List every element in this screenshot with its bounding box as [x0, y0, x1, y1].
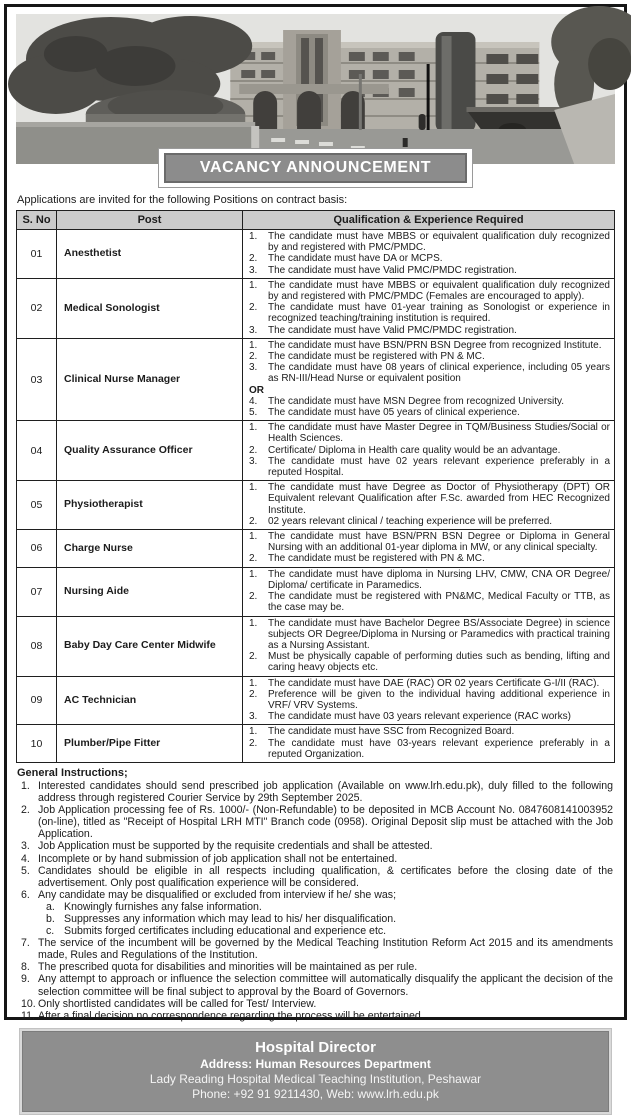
item-number: 1. — [249, 231, 258, 242]
instruction-text: After a final decision no correspondence regarding the process will be entertained. — [38, 1009, 424, 1022]
subitem-text: Submits forged certificates including educational and experience etc. — [64, 925, 387, 938]
qualification-item — [244, 265, 611, 276]
table-row — [17, 481, 615, 530]
item-number: 1. — [249, 568, 258, 580]
instruction-number: 7. — [21, 937, 30, 950]
item-text: The candidate must have DA or MCPS. — [268, 253, 443, 265]
header-sno: S. No — [17, 211, 57, 230]
item-text: The candidate must be registered with PN & MC. — [268, 553, 485, 565]
row-post: Nursing Aide — [57, 567, 243, 616]
instruction-text: Incomplete or by hand submission of job application shall not be entertained. — [38, 852, 398, 865]
item-text: The candidate must have MBBS or equivalent qualification duly recognized by and registered with PMC/PMDC (Females are encouraged to apply). — [268, 279, 610, 303]
qualification-item — [244, 351, 611, 362]
row-sno: 06 — [17, 530, 57, 568]
instruction-item — [16, 1010, 615, 1022]
item-number: 3. — [249, 264, 258, 276]
table-row — [17, 421, 615, 481]
instruction-text: Any candidate may be disqualified or excluded from interview if he/ she was; — [38, 888, 397, 901]
header-qualification: Qualification & Experience Required — [243, 211, 615, 230]
item-text: The candidate must have SSC from Recognized Board. — [268, 726, 515, 738]
item-number: 3. — [249, 324, 258, 336]
row-sno: 07 — [17, 567, 57, 616]
footer-phone-web: Phone: +92 91 9211430, Web: www.lrh.edu.pk — [192, 1086, 439, 1101]
item-number: 1. — [249, 726, 258, 738]
general-instructions-list — [16, 780, 615, 1022]
item-text: The candidate must have Bachelor Degree BS/Associate Degree) in science subjects OR Degree/Diploma in Nursing or Paramedics with practical training as a Nursing Assistant. — [268, 617, 610, 651]
qualification-item — [244, 553, 611, 564]
item-text: Must be physically capable of performing duties such as bending, lifting and caring heavy objects etc. — [268, 651, 610, 674]
table-row — [17, 725, 615, 763]
instruction-item — [16, 961, 615, 973]
item-number: 2. — [249, 651, 258, 663]
row-sno: 01 — [17, 230, 57, 279]
instruction-number: 4. — [21, 852, 30, 865]
row-post: Baby Day Care Center Midwife — [57, 616, 243, 676]
instruction-item — [16, 840, 615, 852]
qualification-item — [244, 678, 611, 689]
instruction-number: 10. — [21, 997, 36, 1010]
table-row — [17, 230, 615, 279]
item-text: The candidate must have Master Degree in TQM/Business Studies/Social or Health Sciences. — [268, 422, 610, 445]
qualification-item — [244, 280, 611, 302]
qualification-item — [244, 231, 611, 253]
row-sno: 04 — [17, 421, 57, 481]
instruction-subitem — [44, 925, 615, 937]
qualification-item — [244, 569, 611, 591]
instruction-text: The prescribed quota for disabilities and minorities will be maintained as per rule. — [38, 961, 418, 974]
instruction-text: Any attempt to approach or influence the selection committee will automatically disqualify the applicant the decision of the selection committee will be final subject to approval by the Board of Governors. — [38, 973, 613, 998]
item-number: 4. — [249, 395, 258, 407]
qualification-item — [244, 689, 611, 711]
footer-address: Address: Human Resources Department — [200, 1056, 431, 1071]
banner-area — [16, 148, 615, 188]
instruction-number: 5. — [21, 864, 30, 877]
item-text: The candidate must have 03 years relevant experience (RAC works) — [268, 711, 571, 723]
table-row — [17, 278, 615, 338]
item-number: 3. — [249, 711, 258, 723]
qualification-item — [244, 482, 611, 516]
qualification-item — [244, 396, 611, 407]
item-number: 2. — [249, 351, 258, 363]
item-text: 02 years relevant clinical / teaching experience will be preferred. — [268, 515, 553, 527]
instruction-text: Only shortlisted candidates will be called for Test/ Interview. — [38, 997, 317, 1010]
qualification-item — [244, 516, 611, 527]
item-number: 1. — [249, 339, 258, 351]
item-number: 2. — [249, 444, 258, 456]
instruction-number: 3. — [21, 840, 30, 853]
row-post: Clinical Nurse Manager — [57, 338, 243, 420]
qualification-item — [244, 456, 611, 478]
instruction-number: 11. — [21, 1009, 35, 1022]
instruction-text: Candidates should be eligible in all respects including qualification, & certificates before the closing date of the advertisement. Only post qualification experience will be considered. — [38, 864, 613, 889]
qualification-item — [244, 738, 611, 760]
intro-line: Applications are invited for the following Positions on contract basis: — [17, 194, 348, 206]
qualification-item — [244, 253, 611, 264]
instruction-subitem — [44, 913, 615, 925]
positions-table — [16, 210, 615, 763]
footer-institution: Lady Reading Hospital Medical Teaching Institution, Peshawar — [149, 1071, 482, 1086]
subitem-text: Suppresses any information which may lead to his/ her disqualification. — [64, 912, 397, 925]
qualification-item-or — [244, 385, 611, 396]
item-text: The candidate must have diploma in Nursing LHV, CMW, CNA OR Degree/ Diploma/ certificate in Paramedics. — [268, 568, 610, 591]
instruction-item — [16, 804, 615, 840]
subitem-letter: b. — [46, 912, 55, 925]
item-text: The candidate must have DAE (RAC) OR 02 years Certificate G-I/II (RAC). — [268, 677, 600, 689]
item-number: 2. — [249, 553, 258, 565]
row-post: Anesthetist — [57, 230, 243, 279]
qualification-item — [244, 651, 611, 673]
row-sno: 08 — [17, 616, 57, 676]
item-number: 5. — [249, 407, 258, 419]
instruction-number: 6. — [21, 888, 30, 901]
item-text: The candidate must have MBBS or equivalent qualification duly recognized by and registered with PMC/PMDC. — [268, 231, 610, 254]
item-text: The candidate must have 03-years relevant experience preferably in a reputed Organization. — [268, 737, 610, 760]
item-text: Certificate/ Diploma in Health care quality would be an advantage. — [268, 444, 561, 456]
item-number: OR — [249, 384, 264, 396]
instruction-number: 1. — [21, 779, 30, 792]
item-text: The candidate must have 05 years of clinical experience. — [268, 407, 520, 419]
table-header-row — [17, 211, 615, 230]
instruction-item — [16, 998, 615, 1010]
row-sno: 02 — [17, 278, 57, 338]
table-row — [17, 676, 615, 725]
instruction-number: 9. — [21, 973, 30, 986]
item-number: 3. — [249, 455, 258, 467]
row-post: AC Technician — [57, 676, 243, 725]
footer-contact-box — [22, 1031, 609, 1112]
item-text: The candidate must have Degree as Doctor of Physiotherapy (DPT) OR Equivalent relevant Qualification after F.Sc. awarded from HEC Recognized Institute. — [268, 482, 610, 516]
instruction-subitem — [44, 901, 615, 913]
item-number: 2. — [249, 253, 258, 265]
item-number: 2. — [249, 688, 258, 700]
item-number: 2. — [249, 591, 258, 603]
item-text — [270, 385, 611, 396]
instruction-number: 2. — [21, 804, 30, 817]
item-text: The candidate must be registered with PN & MC. — [268, 351, 485, 363]
row-post: Medical Sonologist — [57, 278, 243, 338]
header-post: Post — [57, 211, 243, 230]
item-number: 2. — [249, 737, 258, 749]
row-sno: 03 — [17, 338, 57, 420]
instruction-item — [16, 780, 615, 804]
item-text: Preference will be given to the individual having additional experience in VRF/ VRV Systems. — [268, 688, 610, 711]
item-number: 3. — [249, 362, 258, 374]
qualification-item — [244, 591, 611, 613]
qualification-item — [244, 445, 611, 456]
vacancy-announcement-title: VACANCY ANNOUNCEMENT — [164, 153, 467, 183]
qualification-item — [244, 422, 611, 444]
item-number: 1. — [249, 482, 258, 494]
instruction-item — [16, 853, 615, 865]
footer-frame — [19, 1028, 612, 1115]
instruction-text: Interested candidates should send prescribed job application (Available on www.lrh.edu.pk), duly filled to the following address through registered Courier Service by 29th September 2025. — [38, 779, 613, 805]
item-number: 1. — [249, 617, 258, 629]
qualification-item — [244, 726, 611, 737]
row-sno: 05 — [17, 481, 57, 530]
item-text: The candidate must have Valid PMC/PMDC registration. — [268, 324, 517, 336]
item-text: The candidate must have BSN/PRN BSN Degree or Diploma in General Nursing with an additional 01-year diploma in MW, or any clinical specialty. — [268, 531, 610, 554]
instruction-text: Job Application must be supported by the requisite credentials and shall be attested. — [38, 840, 433, 853]
row-post: Physiotherapist — [57, 481, 243, 530]
table-row — [17, 530, 615, 568]
table-row — [17, 567, 615, 616]
advertisement-page — [4, 4, 627, 1101]
item-text: The candidate must have 08 years of clinical experience, including 05 years as RN-III/Head Nurse or equivalent position — [268, 362, 610, 385]
hospital-photo — [16, 14, 615, 164]
item-number: 1. — [249, 677, 258, 689]
qualification-item — [244, 711, 611, 722]
instruction-item — [16, 937, 615, 961]
qualification-item — [244, 531, 611, 553]
item-number: 1. — [249, 531, 258, 543]
instruction-text: Job Application processing fee of Rs. 1000/- (Non-Refundable) to be deposited in MCB Account No. 0847608141003952 (on-line), titled as "Receipt of Hospital LRH MTI" Branch code (0958). Original Deposit slip must be attached with the Job Application. — [38, 804, 613, 841]
row-post: Quality Assurance Officer — [57, 421, 243, 481]
general-instructions-heading: General Instructions; — [17, 766, 128, 779]
item-number: 1. — [249, 279, 258, 291]
instruction-item — [16, 889, 615, 901]
row-post: Charge Nurse — [57, 530, 243, 568]
item-text: The candidate must have 01-year training as Sonologist or experience in recognized teaching/training institution is required. — [268, 302, 610, 325]
item-text: The candidate must have Valid PMC/PMDC registration. — [268, 264, 517, 276]
instruction-item — [16, 973, 615, 997]
qualification-item — [244, 302, 611, 324]
qualification-item — [244, 618, 611, 652]
item-text: The candidate must have MSN Degree from recognized University. — [268, 395, 565, 407]
subitem-letter: a. — [46, 900, 55, 913]
table-row — [17, 616, 615, 676]
qualification-item — [244, 325, 611, 336]
instruction-item — [16, 865, 615, 889]
footer-title: Hospital Director — [255, 1038, 376, 1056]
table-row — [17, 338, 615, 420]
banner-frame — [158, 148, 473, 188]
row-sno: 10 — [17, 725, 57, 763]
qualification-item — [244, 340, 611, 351]
instruction-text: The service of the incumbent will be governed by the Medical Teaching Institution Reform Act 2015 and its amendments made, Rules and Regulations of the Institution. — [38, 937, 613, 962]
row-sno: 09 — [17, 676, 57, 725]
item-text: The candidate must have 02 years relevant experience preferably in a reputed Hospital. — [268, 455, 610, 479]
subitem-text: Knowingly furnishes any false information. — [64, 900, 262, 913]
item-number: 2. — [249, 302, 258, 314]
qualification-item — [244, 407, 611, 418]
item-number: 1. — [249, 422, 258, 434]
hospital-building-illustration — [16, 14, 615, 164]
item-text: The candidate must have BSN/PRN BSN Degree from recognized Institute. — [268, 339, 602, 351]
row-post: Plumber/Pipe Fitter — [57, 725, 243, 763]
instruction-number: 8. — [21, 961, 30, 974]
subitem-letter: c. — [46, 925, 55, 938]
item-text: The candidate must be registered with PN&MC, Medical Faculty or TTB, as the case may be. — [268, 591, 610, 614]
item-number: 2. — [249, 515, 258, 527]
qualification-item — [244, 362, 611, 384]
